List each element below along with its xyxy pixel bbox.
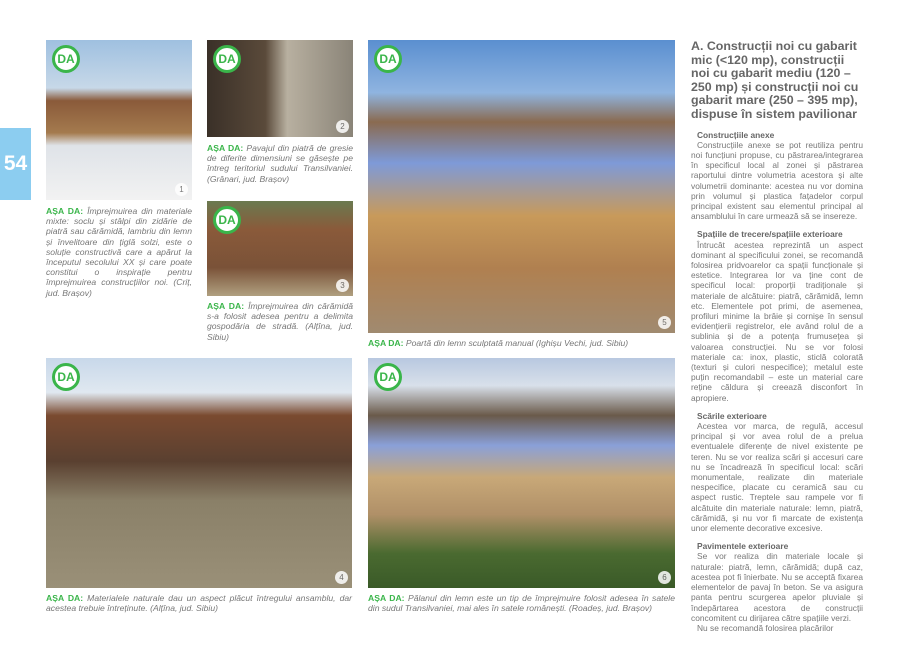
photo-3: [207, 201, 353, 296]
photo-2-caption: [207, 143, 353, 184]
photo-1: [46, 40, 192, 200]
photo-1-caption: [46, 206, 192, 298]
photo-5: [368, 40, 675, 333]
photo-number: 4: [335, 571, 348, 584]
caption-label: AȘA DA:: [207, 143, 244, 153]
paragraph: Acestea vor marca, de regulă, accesul principal și vor avea rolul de a prelua eventualele diferențe de nivel existente pe teren. Nu se vor realiza scări și accesuri care nu se încadrează în specificul local: scări monumentale, realizate din materiale nespecifice, placate cu ceramică sau cu aspect rustic. Treptele sau rampele vor fi alcătuite din materiale naturale: lemn, piatră, cărămidă, și nu vor fi marcate de existența unor elemente decorative excesive.: [691, 421, 863, 534]
photo-6: [368, 358, 675, 588]
da-badge: DA: [52, 363, 80, 391]
sidebar-text: [691, 40, 863, 633]
paragraph: Nu se recomandă folosirea placărilor: [697, 622, 834, 633]
photo-number: 1: [175, 183, 188, 196]
subheading: Pavimentele exterioare: [697, 541, 789, 552]
caption-label: AȘA DA:: [46, 593, 84, 603]
subheading: Construcțiile anexe: [697, 129, 775, 140]
photo-4-caption: [46, 593, 352, 613]
photo-2: [207, 40, 353, 137]
photo-number: 2: [336, 120, 349, 133]
caption-label: AȘA DA:: [207, 301, 245, 311]
caption-text: Pavajul din piatră de gresie de diferite dimensiuni se găsește pe întreg teritoriul sudului Transilvaniei. (Grânari, jud. Brașov): [207, 143, 353, 184]
section-title: A. Construcții noi cu gabarit mic (<120 mp), construcții noi cu gabarit mediu (120 – 250 mp) și construcții noi cu gabarit mare (250 – 395 mp), dispuse în sistem pavilionar: [691, 39, 859, 121]
caption-text: Materialele naturale dau un aspect plăcut întregului ansamblu, dar acestea trebuie întreținute. (Alțîna, jud. Sibiu): [46, 593, 352, 614]
caption-text: Împrejmuirea din materiale mixte: soclu și stâlpi din zidărie de piatră sau cărămidă, lambriu din lemn și învelitoare din țiglă solzi, este o soluție constructivă care a apărut la începutul secolului XX și care poate constitui o inspirație pentru împrejmuirea construcțiilor noi. (Criț, jud. Brașov): [46, 206, 192, 298]
caption-label: AȘA DA:: [46, 206, 84, 216]
photo-number: 3: [336, 279, 349, 292]
caption-text: Poartă din lemn sculptată manual (Ighișu Vechi, jud. Sibiu): [405, 338, 629, 348]
da-badge: DA: [374, 363, 402, 391]
da-badge: DA: [213, 206, 241, 234]
caption-label: AȘA DA:: [368, 593, 405, 603]
photo-3-caption: [207, 301, 353, 342]
caption-text: Împrejmuirea din cărămidă s-a folosit adesea pentru a delimita gospodăria de stradă. (Alțîna, jud. Sibiu): [207, 301, 353, 342]
paragraph: Se vor realiza din materiale locale și naturale: piatră, lemn, cărămidă; după caz, acestea pot fi înierbate. Nu se acceptă fixarea elementelor de pavaj în beton. Se va asigura panta pentru scurgerea apelor pluviale și îndepărtarea acestora de construcții concomitent cu dirijarea către spațiile verzi.: [691, 551, 863, 623]
da-badge: DA: [213, 45, 241, 73]
photo-5-caption: [368, 338, 675, 348]
page-number: 54: [3, 152, 28, 175]
da-badge: DA: [374, 45, 402, 73]
paragraph: Construcțiile anexe se pot reutiliza pentru noi funcțiuni propuse, cu păstrarea/integrarea în specificul local al zonei și păstrarea raportului dintre volumetria acestora și alte volumetrii dominante: acestea nu vor domina prin volumul și plastica fațadelor corpul principal existent sau elementul principal al ansamblului în care urmează să se insereze.: [691, 139, 863, 222]
subheading: Scările exterioare: [697, 410, 767, 421]
paragraph: Întrucât acestea reprezintă un aspect dominant al specificului zonei, se recomandă folosirea pridvoarelor ca spații funcționale și estetice. Integrarea lor va ține cont de specificul local: proporții tradiționale și materiale de alcătuire: piatră, cărămidă, lemn etc. Elementele pot primi, de asemenea, profiluri minime la brâie și cornișe în sensul evidențierii registrelor, ele având rolul de a sublinia și de a potența frumusețea și valoarea construcției. Nu se vor folosi materiale ca: inox, plastic, sticlă colorată (texturi și culori nespecifice); metalul este puțin recomandabil – este un material care reține căldura și creează disconfort în apropiere.: [691, 239, 863, 403]
photo-4: [46, 358, 352, 588]
page-number-tab: [0, 128, 31, 200]
caption-label: AȘA DA:: [368, 338, 404, 348]
da-badge: DA: [52, 45, 80, 73]
photo-number: 6: [658, 571, 671, 584]
caption-text: Pălanul din lemn este un tip de împrejmuire folosit adesea în satele din sudul Transilvaniei, mai ales în satele românești. (Roadeș, jud. Brașov): [368, 593, 675, 614]
photo-number: 5: [658, 316, 671, 329]
subheading: Spațiile de trecere/spațiile exterioare: [697, 229, 843, 240]
photo-6-caption: [368, 593, 675, 613]
